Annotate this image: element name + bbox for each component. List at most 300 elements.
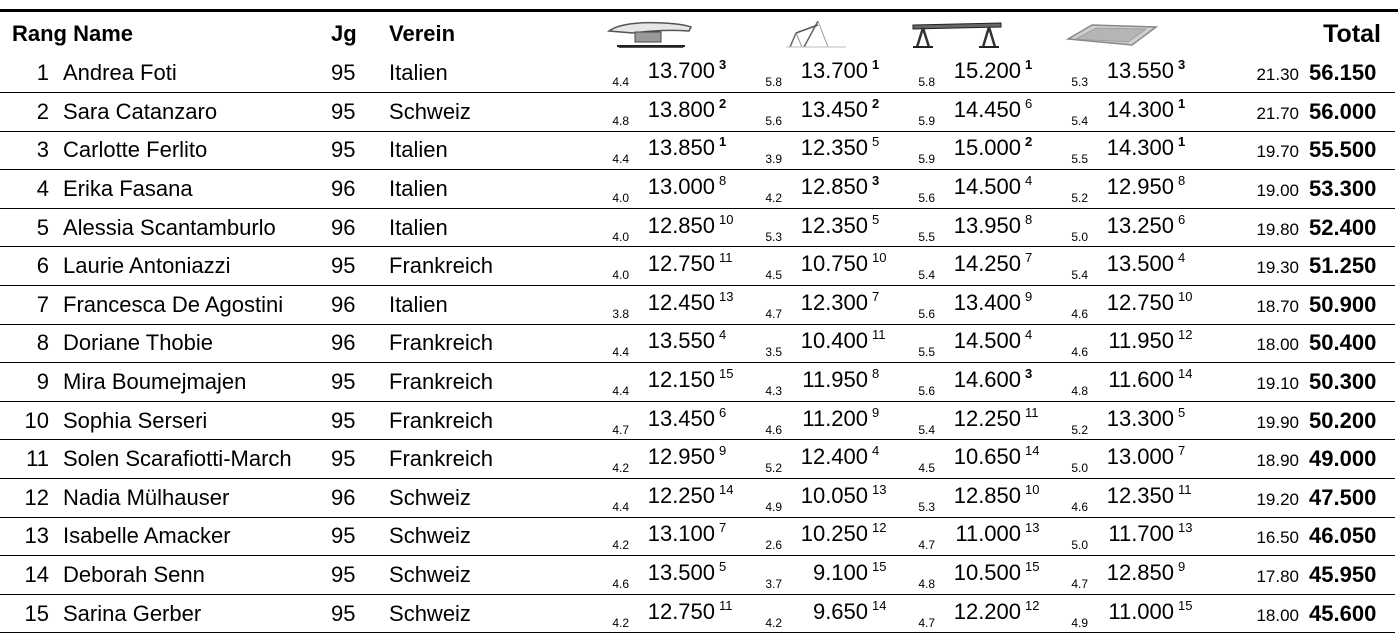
apparatus-rank: 10 (1025, 481, 1040, 497)
apparatus-rank: 8 (872, 366, 880, 382)
apparatus-score-cell (909, 363, 1062, 402)
apparatus-score (1062, 250, 1194, 282)
apparatus-score (756, 559, 888, 591)
apparatus-rank: 5 (1178, 404, 1186, 420)
total-value: 49.000 (1309, 446, 1377, 472)
score-value: 11.000 (1108, 598, 1175, 624)
name-cell: Isabelle Amacker (63, 517, 331, 556)
header-floor (1062, 14, 1215, 54)
jg-cell: 95 (331, 247, 389, 286)
score-value: 12.350 (800, 135, 869, 161)
apparatus-rank: 7 (1025, 250, 1033, 266)
score-value: 15.200 (953, 58, 1022, 84)
score-value: 11.600 (1108, 367, 1175, 393)
apparatus-score (1062, 559, 1194, 591)
score-value: 9.100 (812, 560, 869, 586)
apparatus-score-cell (756, 170, 909, 209)
difficulty-value: 5.0 (1071, 538, 1089, 553)
rank-cell: 7 (0, 286, 63, 325)
table-row (0, 93, 1395, 132)
difficulty-value: 4.0 (612, 229, 630, 244)
apparatus-score (1062, 57, 1194, 89)
apparatus-rank: 4 (719, 327, 727, 343)
bonus-value: 19.70 (1256, 142, 1300, 162)
apparatus-rank: 9 (719, 443, 727, 459)
score-value: 10.050 (800, 482, 869, 508)
top-rule (0, 9, 1398, 12)
jg-cell: 95 (331, 440, 389, 479)
balance-beam-icon (909, 17, 1005, 51)
difficulty-value: 5.3 (1071, 75, 1089, 90)
apparatus-rank: 10 (872, 250, 887, 266)
club-cell: Italien (389, 170, 603, 209)
score-value: 13.100 (647, 521, 716, 547)
apparatus-score (909, 520, 1041, 552)
club-cell: Frankreich (389, 363, 603, 402)
apparatus-rank: 15 (872, 559, 887, 575)
apparatus-score-cell (603, 286, 756, 325)
apparatus-score-cell (909, 401, 1062, 440)
apparatus-rank: 8 (1025, 211, 1033, 227)
jg-cell: 95 (331, 93, 389, 132)
apparatus-score (909, 134, 1041, 166)
rank-cell: 12 (0, 479, 63, 518)
difficulty-value: 5.2 (1071, 422, 1089, 437)
apparatus-score-cell (603, 517, 756, 556)
apparatus-score (756, 327, 888, 359)
score-value: 12.250 (953, 405, 1022, 431)
total-cell (1215, 93, 1395, 132)
bonus-value: 16.50 (1256, 528, 1300, 548)
score-value: 12.150 (647, 367, 716, 393)
apparatus-score (1062, 443, 1194, 475)
header-name: Name (73, 21, 134, 46)
difficulty-value: 4.6 (612, 577, 630, 592)
difficulty-value: 5.4 (918, 422, 936, 437)
apparatus-score-cell (1062, 517, 1215, 556)
rank-cell: 1 (0, 54, 63, 93)
name-cell: Sarina Gerber (63, 594, 331, 633)
score-value: 11.950 (802, 367, 869, 393)
apparatus-score (603, 134, 735, 166)
apparatus-rank: 11 (1025, 404, 1039, 420)
score-value: 12.750 (647, 251, 716, 277)
apparatus-score-cell (1062, 286, 1215, 325)
rank-cell: 13 (0, 517, 63, 556)
difficulty-value: 5.5 (1071, 152, 1089, 167)
apparatus-score-cell (756, 54, 909, 93)
apparatus-score (756, 96, 888, 128)
uneven-bars-icon (756, 17, 852, 51)
apparatus-score (603, 250, 735, 282)
table-row (0, 286, 1395, 325)
apparatus-score (603, 289, 735, 321)
jg-cell: 95 (331, 131, 389, 170)
total-cell (1215, 556, 1395, 595)
apparatus-score-cell (603, 479, 756, 518)
apparatus-score (1062, 289, 1194, 321)
difficulty-value: 5.4 (1071, 268, 1089, 283)
club-cell: Italien (389, 286, 603, 325)
total-value: 45.950 (1309, 562, 1377, 588)
score-value: 9.650 (812, 598, 869, 624)
apparatus-score-cell (756, 401, 909, 440)
score-value: 13.000 (1106, 444, 1175, 470)
apparatus-score-cell (603, 208, 756, 247)
total-cell (1215, 286, 1395, 325)
score-value: 10.500 (953, 560, 1022, 586)
apparatus-score (756, 482, 888, 514)
apparatus-score-cell (756, 440, 909, 479)
score-value: 12.850 (800, 174, 869, 200)
apparatus-score-cell (909, 170, 1062, 209)
difficulty-value: 5.8 (918, 75, 936, 90)
apparatus-score (909, 57, 1041, 89)
difficulty-value: 4.5 (765, 268, 783, 283)
total-value: 50.400 (1309, 330, 1377, 356)
apparatus-score (909, 173, 1041, 205)
jg-cell: 95 (331, 363, 389, 402)
score-value: 11.700 (1108, 521, 1175, 547)
table-row (0, 170, 1395, 209)
jg-cell: 95 (331, 594, 389, 633)
apparatus-score (909, 559, 1041, 591)
difficulty-value: 5.0 (1071, 229, 1089, 244)
apparatus-rank: 11 (719, 250, 733, 266)
apparatus-score (1062, 173, 1194, 205)
apparatus-score-cell (756, 479, 909, 518)
bonus-value: 19.20 (1256, 489, 1300, 509)
difficulty-value: 4.6 (765, 422, 783, 437)
name-cell: Sophia Serseri (63, 401, 331, 440)
apparatus-rank: 3 (872, 173, 880, 189)
table-row (0, 324, 1395, 363)
apparatus-score (909, 212, 1041, 244)
header-vault (603, 14, 756, 54)
club-cell: Schweiz (389, 517, 603, 556)
club-cell: Italien (389, 131, 603, 170)
score-value: 12.300 (800, 289, 869, 315)
rank-cell: 9 (0, 363, 63, 402)
name-cell: Sara Catanzaro (63, 93, 331, 132)
apparatus-score-cell (1062, 401, 1215, 440)
difficulty-value: 3.7 (765, 577, 783, 592)
apparatus-score-cell (756, 324, 909, 363)
rank-cell: 2 (0, 93, 63, 132)
apparatus-score-cell (603, 247, 756, 286)
apparatus-score-cell (756, 363, 909, 402)
name-cell: Deborah Senn (63, 556, 331, 595)
apparatus-score (756, 289, 888, 321)
apparatus-score (756, 405, 888, 437)
name-cell: Carlotte Ferlito (63, 131, 331, 170)
jg-cell: 95 (331, 517, 389, 556)
total-cell (1215, 479, 1395, 518)
score-value: 10.650 (953, 444, 1022, 470)
score-value: 12.850 (647, 212, 716, 238)
total-value: 53.300 (1309, 176, 1377, 202)
apparatus-rank: 3 (1025, 366, 1033, 382)
apparatus-score-cell (603, 401, 756, 440)
score-value: 12.450 (647, 289, 716, 315)
apparatus-score-cell (909, 517, 1062, 556)
apparatus-score (1062, 482, 1194, 514)
apparatus-score (603, 212, 735, 244)
apparatus-score (603, 443, 735, 475)
total-value: 51.250 (1309, 253, 1377, 279)
difficulty-value: 4.4 (612, 152, 630, 167)
difficulty-value: 4.4 (612, 345, 630, 360)
apparatus-score-cell (1062, 247, 1215, 286)
difficulty-value: 3.9 (765, 152, 783, 167)
apparatus-rank: 1 (1178, 95, 1186, 111)
total-cell (1215, 170, 1395, 209)
apparatus-score-cell (1062, 131, 1215, 170)
apparatus-score-cell (603, 54, 756, 93)
club-cell: Frankreich (389, 401, 603, 440)
header-total: Total (1323, 19, 1382, 48)
apparatus-score (756, 250, 888, 282)
bonus-value: 18.00 (1256, 335, 1300, 355)
apparatus-score (909, 405, 1041, 437)
apparatus-score (909, 96, 1041, 128)
score-value: 13.450 (647, 405, 716, 431)
header-club: Verein (389, 21, 456, 46)
name-cell: Andrea Foti (63, 54, 331, 93)
bonus-value: 18.00 (1256, 605, 1300, 625)
score-value: 12.400 (800, 444, 869, 470)
rank-cell: 8 (0, 324, 63, 363)
difficulty-value: 3.5 (765, 345, 783, 360)
difficulty-value: 4.7 (1071, 577, 1089, 592)
difficulty-value: 4.2 (765, 191, 783, 206)
difficulty-value: 2.6 (765, 538, 783, 553)
total-cell (1215, 54, 1395, 93)
apparatus-score (756, 57, 888, 89)
name-cell: Francesca De Agostini (63, 286, 331, 325)
jg-cell: 95 (331, 54, 389, 93)
apparatus-score-cell (756, 208, 909, 247)
score-value: 12.950 (647, 444, 716, 470)
jg-cell: 96 (331, 324, 389, 363)
club-cell: Schweiz (389, 479, 603, 518)
apparatus-score-cell (756, 286, 909, 325)
difficulty-value: 4.4 (612, 499, 630, 514)
difficulty-value: 4.4 (612, 384, 630, 399)
apparatus-score (603, 327, 735, 359)
score-value: 13.800 (647, 96, 716, 122)
apparatus-rank: 8 (719, 173, 727, 189)
rank-cell: 6 (0, 247, 63, 286)
apparatus-score (603, 520, 735, 552)
difficulty-value: 4.9 (765, 499, 783, 514)
apparatus-rank: 10 (719, 211, 734, 227)
table-row (0, 517, 1395, 556)
apparatus-rank: 15 (1178, 597, 1193, 613)
difficulty-value: 4.7 (918, 615, 936, 630)
difficulty-value: 5.6 (918, 191, 936, 206)
apparatus-score-cell (1062, 363, 1215, 402)
difficulty-value: 5.4 (918, 268, 936, 283)
score-value: 13.500 (647, 560, 716, 586)
apparatus-score (756, 173, 888, 205)
table-row (0, 247, 1395, 286)
apparatus-score-cell (756, 93, 909, 132)
jg-cell: 95 (331, 556, 389, 595)
apparatus-score-cell (603, 93, 756, 132)
score-value: 12.950 (1106, 174, 1175, 200)
total-cell (1215, 363, 1395, 402)
total-cell (1215, 324, 1395, 363)
bonus-value: 19.80 (1256, 219, 1300, 239)
apparatus-score-cell (909, 324, 1062, 363)
score-value: 11.950 (1108, 328, 1175, 354)
score-value: 13.500 (1106, 251, 1175, 277)
difficulty-value: 5.0 (1071, 461, 1089, 476)
floor-mat-icon (1062, 17, 1158, 51)
apparatus-score-cell (909, 556, 1062, 595)
difficulty-value: 5.3 (918, 499, 936, 514)
apparatus-rank: 2 (719, 95, 727, 111)
score-value: 13.400 (953, 289, 1022, 315)
difficulty-value: 4.6 (1071, 306, 1089, 321)
difficulty-value: 5.5 (918, 229, 936, 244)
name-cell: Alessia Scantamburlo (63, 208, 331, 247)
total-cell (1215, 247, 1395, 286)
difficulty-value: 5.4 (1071, 113, 1089, 128)
score-value: 13.850 (647, 135, 716, 161)
apparatus-score-cell (909, 131, 1062, 170)
difficulty-value: 4.9 (1071, 615, 1089, 630)
jg-cell: 96 (331, 479, 389, 518)
table-row (0, 556, 1395, 595)
jg-cell: 96 (331, 286, 389, 325)
score-value: 13.250 (1106, 212, 1175, 238)
apparatus-rank: 10 (1178, 288, 1193, 304)
score-value: 14.450 (953, 96, 1022, 122)
apparatus-score-cell (909, 54, 1062, 93)
score-value: 12.350 (1106, 482, 1175, 508)
difficulty-value: 5.5 (918, 345, 936, 360)
difficulty-value: 5.8 (765, 75, 783, 90)
apparatus-rank: 2 (872, 95, 880, 111)
apparatus-score-cell (909, 93, 1062, 132)
score-value: 14.500 (953, 328, 1022, 354)
apparatus-rank: 13 (1178, 520, 1193, 536)
apparatus-score-cell (603, 324, 756, 363)
bonus-value: 21.30 (1256, 65, 1300, 85)
score-value: 12.750 (647, 598, 716, 624)
results-body (0, 54, 1395, 633)
apparatus-rank: 12 (872, 520, 887, 536)
header-jg: Jg (331, 21, 357, 46)
score-value: 13.700 (800, 58, 869, 84)
rank-cell: 15 (0, 594, 63, 633)
difficulty-value: 5.6 (765, 113, 783, 128)
apparatus-score-cell (1062, 479, 1215, 518)
table-row (0, 363, 1395, 402)
club-cell: Frankreich (389, 247, 603, 286)
difficulty-value: 4.4 (612, 75, 630, 90)
apparatus-score-cell (1062, 54, 1215, 93)
apparatus-rank: 15 (1025, 559, 1040, 575)
apparatus-rank: 12 (1178, 327, 1193, 343)
header-rank: Rang (12, 21, 67, 46)
apparatus-rank: 12 (1025, 597, 1040, 613)
apparatus-score-cell (1062, 556, 1215, 595)
difficulty-value: 5.6 (918, 384, 936, 399)
header-beam (909, 14, 1062, 54)
score-value: 12.350 (800, 212, 869, 238)
total-cell (1215, 517, 1395, 556)
apparatus-rank: 14 (719, 481, 734, 497)
results-table (0, 14, 1395, 633)
apparatus-score-cell (909, 286, 1062, 325)
apparatus-score (909, 366, 1041, 398)
apparatus-rank: 13 (719, 288, 734, 304)
apparatus-score-cell (603, 440, 756, 479)
score-value: 13.550 (647, 328, 716, 354)
difficulty-value: 4.7 (612, 422, 630, 437)
apparatus-score (909, 250, 1041, 282)
difficulty-value: 4.2 (612, 461, 630, 476)
apparatus-score (603, 482, 735, 514)
total-cell (1215, 208, 1395, 247)
apparatus-rank: 7 (719, 520, 727, 536)
apparatus-rank: 11 (1178, 481, 1192, 497)
apparatus-score (909, 482, 1041, 514)
difficulty-value: 4.0 (612, 268, 630, 283)
apparatus-score (1062, 212, 1194, 244)
apparatus-score-cell (603, 363, 756, 402)
vault-icon (603, 17, 699, 51)
apparatus-rank: 13 (1025, 520, 1040, 536)
total-value: 50.900 (1309, 291, 1377, 317)
table-row (0, 401, 1395, 440)
apparatus-rank: 11 (872, 327, 886, 343)
jg-cell: 95 (331, 401, 389, 440)
apparatus-score (756, 520, 888, 552)
club-cell: Schweiz (389, 93, 603, 132)
score-value: 14.300 (1106, 96, 1175, 122)
apparatus-score (1062, 366, 1194, 398)
score-value: 13.950 (953, 212, 1022, 238)
apparatus-score (756, 134, 888, 166)
difficulty-value: 4.3 (765, 384, 783, 399)
apparatus-rank: 7 (1178, 443, 1186, 459)
bonus-value: 18.90 (1256, 451, 1300, 471)
rank-cell: 10 (0, 401, 63, 440)
score-value: 14.250 (953, 251, 1022, 277)
difficulty-value: 5.2 (765, 461, 783, 476)
name-cell: Nadia Mülhauser (63, 479, 331, 518)
apparatus-score-cell (756, 247, 909, 286)
score-value: 15.000 (953, 135, 1022, 161)
total-value: 50.300 (1309, 369, 1377, 395)
apparatus-rank: 14 (1178, 366, 1193, 382)
total-value: 56.000 (1309, 98, 1377, 124)
apparatus-score (1062, 134, 1194, 166)
apparatus-score (1062, 520, 1194, 552)
rank-cell: 11 (0, 440, 63, 479)
apparatus-score (1062, 327, 1194, 359)
apparatus-score (603, 405, 735, 437)
apparatus-score-cell (909, 247, 1062, 286)
apparatus-rank: 11 (719, 597, 733, 613)
bonus-value: 17.80 (1256, 567, 1300, 587)
apparatus-score-cell (1062, 440, 1215, 479)
apparatus-rank: 14 (872, 597, 887, 613)
